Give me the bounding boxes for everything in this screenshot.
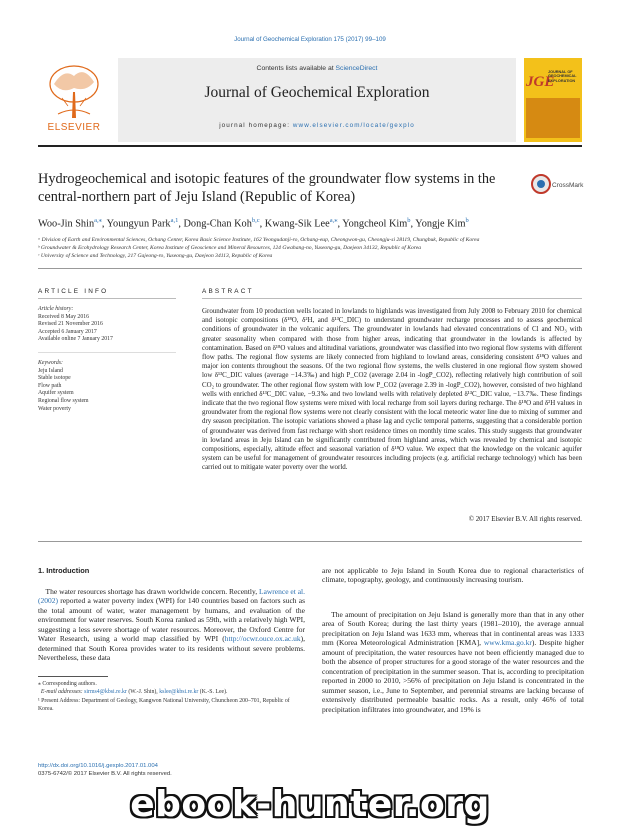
abstract-rule [202, 298, 582, 299]
citation-link[interactable]: Lawrence et al. (2002) [38, 587, 306, 606]
email-owner: (W.-J. Shin), [126, 689, 160, 696]
author-list: Woo-Jin Shin$^{a,⁎}$, Youngyun Park$^{a,1}$, Dong-Chan Koh$^{b,c}$, Kwang-Sik Lee$^{a,⁎}$, Yongcheol Kim$^b$, Yongje Kim$^b$ [38, 217, 469, 230]
email-note [38, 688, 305, 696]
history-item: Available online 7 January 2017 [38, 336, 113, 343]
kma-link[interactable]: www.kma.go.kr [483, 638, 532, 648]
intro-paragraph-right-1: are not applicable to Jeju Island in South Korea due to regional characteristics of climate, topography, geology, and continuously increasing tourism. [322, 566, 584, 585]
crossmark-label: CrossMark [552, 182, 584, 189]
text-span: The water resources shortage has drawn worldwide concern. Recently, [45, 587, 259, 596]
journal-title[interactable]: Journal of Geochemical Exploration [204, 84, 430, 101]
keyword: Flow path [38, 382, 62, 389]
cover-text: JOURNAL OF GEOCHEMICAL EXPLORATION [548, 70, 577, 83]
contents-line [118, 65, 516, 72]
info-rule [38, 298, 176, 299]
keyword: Jeju Island [38, 367, 63, 374]
publisher-name: ELSEVIER [47, 122, 101, 133]
affiliation-rule [38, 268, 582, 269]
history-label: Article history: [38, 306, 74, 312]
doi-block [38, 762, 298, 778]
elsevier-tree-icon [46, 62, 102, 120]
contents-band [118, 58, 516, 142]
intro-paragraph-right-2 [322, 610, 584, 714]
journal-cover[interactable] [524, 58, 582, 142]
footnotes [38, 680, 305, 714]
journal-reference[interactable]: Journal of Geochemical Exploration 175 (2017) 99–109 [234, 36, 386, 43]
header-rule [38, 145, 582, 147]
text-span: The amount of precipitation on Jeju Island is generally more than that in any other area of South Korea; during the last thirty years (1981–2010), the average annual precipitation on Jeju Island was 1633 mm, whereas that in continental areas was 1333 mm (Korea Meteorological Administration [KMA], [322, 610, 585, 648]
abstract-text: Groundwater from 10 production wells located in lowlands to highlands was investigated from July 2008 to February 2010 for chemical and isotopic compositions (δ¹⁸O, δ²H, and δ¹³C_DIC) to understand groundwater recharge processes and to assess geochemical conditions of groundwater in the volcanic aquifers. The groundwater in lowlands had elevated concentrations of Cl and NO₃ with greater seasonality when compared with those from higher areas, indicating that groundwater in the lowlands is affected by contamination. Based on δ¹⁸O values and altitudinal variations, groundwater was classified into two regional flow systems with different flow paths. The regional flow systems are likely connected from highland to lowland areas, considering consistent δ¹⁸O values and major ion contents throughout the seasons. Of the two regional flow systems, the wells clustered in one regional flow system showed low δ¹³C_DIC values (average −14.3‰) and high P_CO2 (average 2.04 in -logP_CO2), reflecting relatively high contribution of soil CO₂ to groundwater. The other regional flow system with low P_CO2 (average 2.39 in -logP_CO2), however, consisted of two highland wells with enriched δ¹³C_DIC value, −9.3‰ and two lowland wells with relatively depleted δ¹³C_DIC value, −13.7‰. These findings indicate that the two regional flow systems were mixed with local recharge from soil layers during recharge. The δ¹⁸O and δ²H values in groundwater from the regional flow systems were not clearly consistent with the local meteoric water line due to mixing of summer and dry season precipitation. The isotopic variations showed a phase lag and cyclic temporal patterns, suggesting that a considerable portion of groundwater was derived from fast recharge with short residence times on monthly time scales. This study suggests that groundwater in lowland areas in Jeju Island can be significantly contributed from highland areas, which was revealed by chemical and isotopic compositions, especially, altitude effect and seasonal variation of δ¹⁸O value. We expect that the knowledge on the volcanic aquifer system can be useful for management of groundwater resources including projects (e.g. artificial recharge technology) which has been carried out to mitigate water poverty over the world. [202, 307, 582, 472]
history-rule [38, 352, 176, 353]
publisher-logo[interactable] [38, 58, 110, 142]
crossmark-icon [530, 172, 590, 198]
author-name[interactable]: Woo-Jin Shin [38, 218, 95, 230]
text-span: ), determined that South Korea provides water to its residents without severe problems. Nevertheless, these data [38, 634, 305, 663]
affiliation-c: ᶜ University of Science and Technology, 217 Gajeong-ro, Yuseong-gu, Daejeon 34113, Republic of Korea [38, 253, 273, 259]
abstract-bottom-rule [38, 541, 582, 542]
watermark: ebook-hunter.org [130, 784, 490, 825]
keyword: Stable isotope [38, 375, 71, 382]
present-address-note: ¹ Present Address: Department of Geology, Kangwon National University, Chuncheon 200–701, Republic of Korea. [38, 697, 290, 713]
keywords [38, 360, 176, 413]
author-affiliation-marker[interactable]: a,1 [170, 217, 179, 224]
abstract-copyright: © 2017 Elsevier B.V. All rights reserved. [468, 516, 582, 523]
contents-prefix: Contents lists available at [256, 65, 336, 72]
journal-banner [38, 58, 582, 142]
intro-paragraph-left [38, 587, 305, 663]
history-item: Revised 21 November 2016 [38, 321, 103, 328]
text-span: ). Despite higher amount of precipitation, the water resources have not been efficiently managed due to both the absence of proper structures for a good storage of the water resources and the concentration of precipitation in the summer season. That is, according to precipitation reported in 2000 to 2010, >56% of precipitation on Jeju Island is concentrated in the summer season, i.e., June to September, and perennial streams are lacking because of extensively distributed permeable basaltic rocks. As a result, only 46% of total precipitation infiltrates into groundwater, and 19% is [322, 638, 584, 714]
author-affiliation-marker[interactable]: b [465, 217, 469, 224]
footnote-rule [38, 676, 108, 677]
homepage-link[interactable]: www.elsevier.com/locate/gexplo [292, 122, 415, 129]
author-affiliation-marker[interactable]: b [407, 217, 411, 224]
email-label: E-mail addresses: [40, 689, 85, 696]
author-affiliation-marker[interactable]: b,c [251, 217, 260, 224]
homepage-prefix: journal homepage: [219, 122, 293, 129]
affiliation-b: ᵇ Groundwater & Ecohydrology Research Center, Korea Institute of Geoscience and Mineral Resources, 124 Gwahang-no, Yuseong-gu, Daejeon 34132, Republic of Korea [38, 245, 422, 251]
doi-link[interactable]: http://dx.doi.org/10.1016/j.gexplo.2017.01.004 [38, 763, 158, 769]
keyword: Regional flow system [38, 397, 89, 404]
keywords-label: Keywords: [38, 360, 63, 366]
text-span: reported a water poverty index (WPI) for 140 countries based on factors such as the total amount of water, water management by humans, and evaluation of the environment for water reserves. South Korea ranked as 59th, with a relatively high WPI, suggesting a less severe shortage of water resources. Moreover, the Oxford Centre for Water Research, using a world map classified by WPI ( [38, 596, 305, 644]
article-history [38, 306, 176, 344]
ocwr-link[interactable]: http://ocwr.ouce.ox.ac.uk [224, 634, 301, 644]
cover-image [526, 98, 580, 138]
email-owner: (K.-S. Lee). [198, 689, 228, 696]
issn-line: 0375-6742/© 2017 Elsevier B.V. All rights reserved. [38, 771, 172, 777]
author-name[interactable]: Youngyun Park [106, 218, 171, 230]
journal-homepage [118, 122, 516, 129]
author-affiliation-marker[interactable]: a,⁎ [94, 217, 102, 224]
keyword: Water poverty [38, 405, 71, 412]
crossmark-badge[interactable] [530, 172, 590, 198]
article-info-heading: ARTICLE INFO [38, 288, 109, 295]
email-link-lee[interactable]: kslee@kbsi.re.kr [159, 689, 199, 696]
author-name[interactable]: Kwang-Sik Lee [264, 218, 330, 230]
email-link-shin[interactable]: sirms4@kbsi.re.kr [84, 689, 127, 696]
sciencedirect-link[interactable]: ScienceDirect [335, 65, 378, 72]
cover-abbrev: JGE [526, 74, 555, 90]
affiliation-a: ᵃ Division of Earth and Environmental Sciences, Ochang Center, Korea Basic Science Institute, 162 Yeongudanji-ro, Ochang-eup, Cheongwon-gu, Cheongju-si 28119, Chungbuk, Republic of Korea [38, 237, 480, 243]
author-name[interactable]: Yongje Kim [415, 218, 466, 230]
article-title: Hydrogeochemical and isotopic features of the groundwater flow systems in the central-northern part of Jeju Island (Republic of Korea) [38, 171, 496, 205]
author-affiliation-marker[interactable]: a,⁎ [329, 217, 338, 224]
introduction-heading: 1. Introduction [38, 566, 90, 575]
author-name[interactable]: Dong-Chan Koh [183, 218, 252, 230]
history-item: Received 8 May 2016 [38, 313, 90, 320]
corresponding-note: ⁎ Corresponding authors. [38, 681, 97, 687]
history-item: Accepted 6 January 2017 [38, 328, 97, 335]
abstract-heading: ABSTRACT [202, 288, 254, 295]
keyword: Aquifer system [38, 390, 74, 397]
author-name[interactable]: Yongcheol Kim [342, 218, 408, 230]
